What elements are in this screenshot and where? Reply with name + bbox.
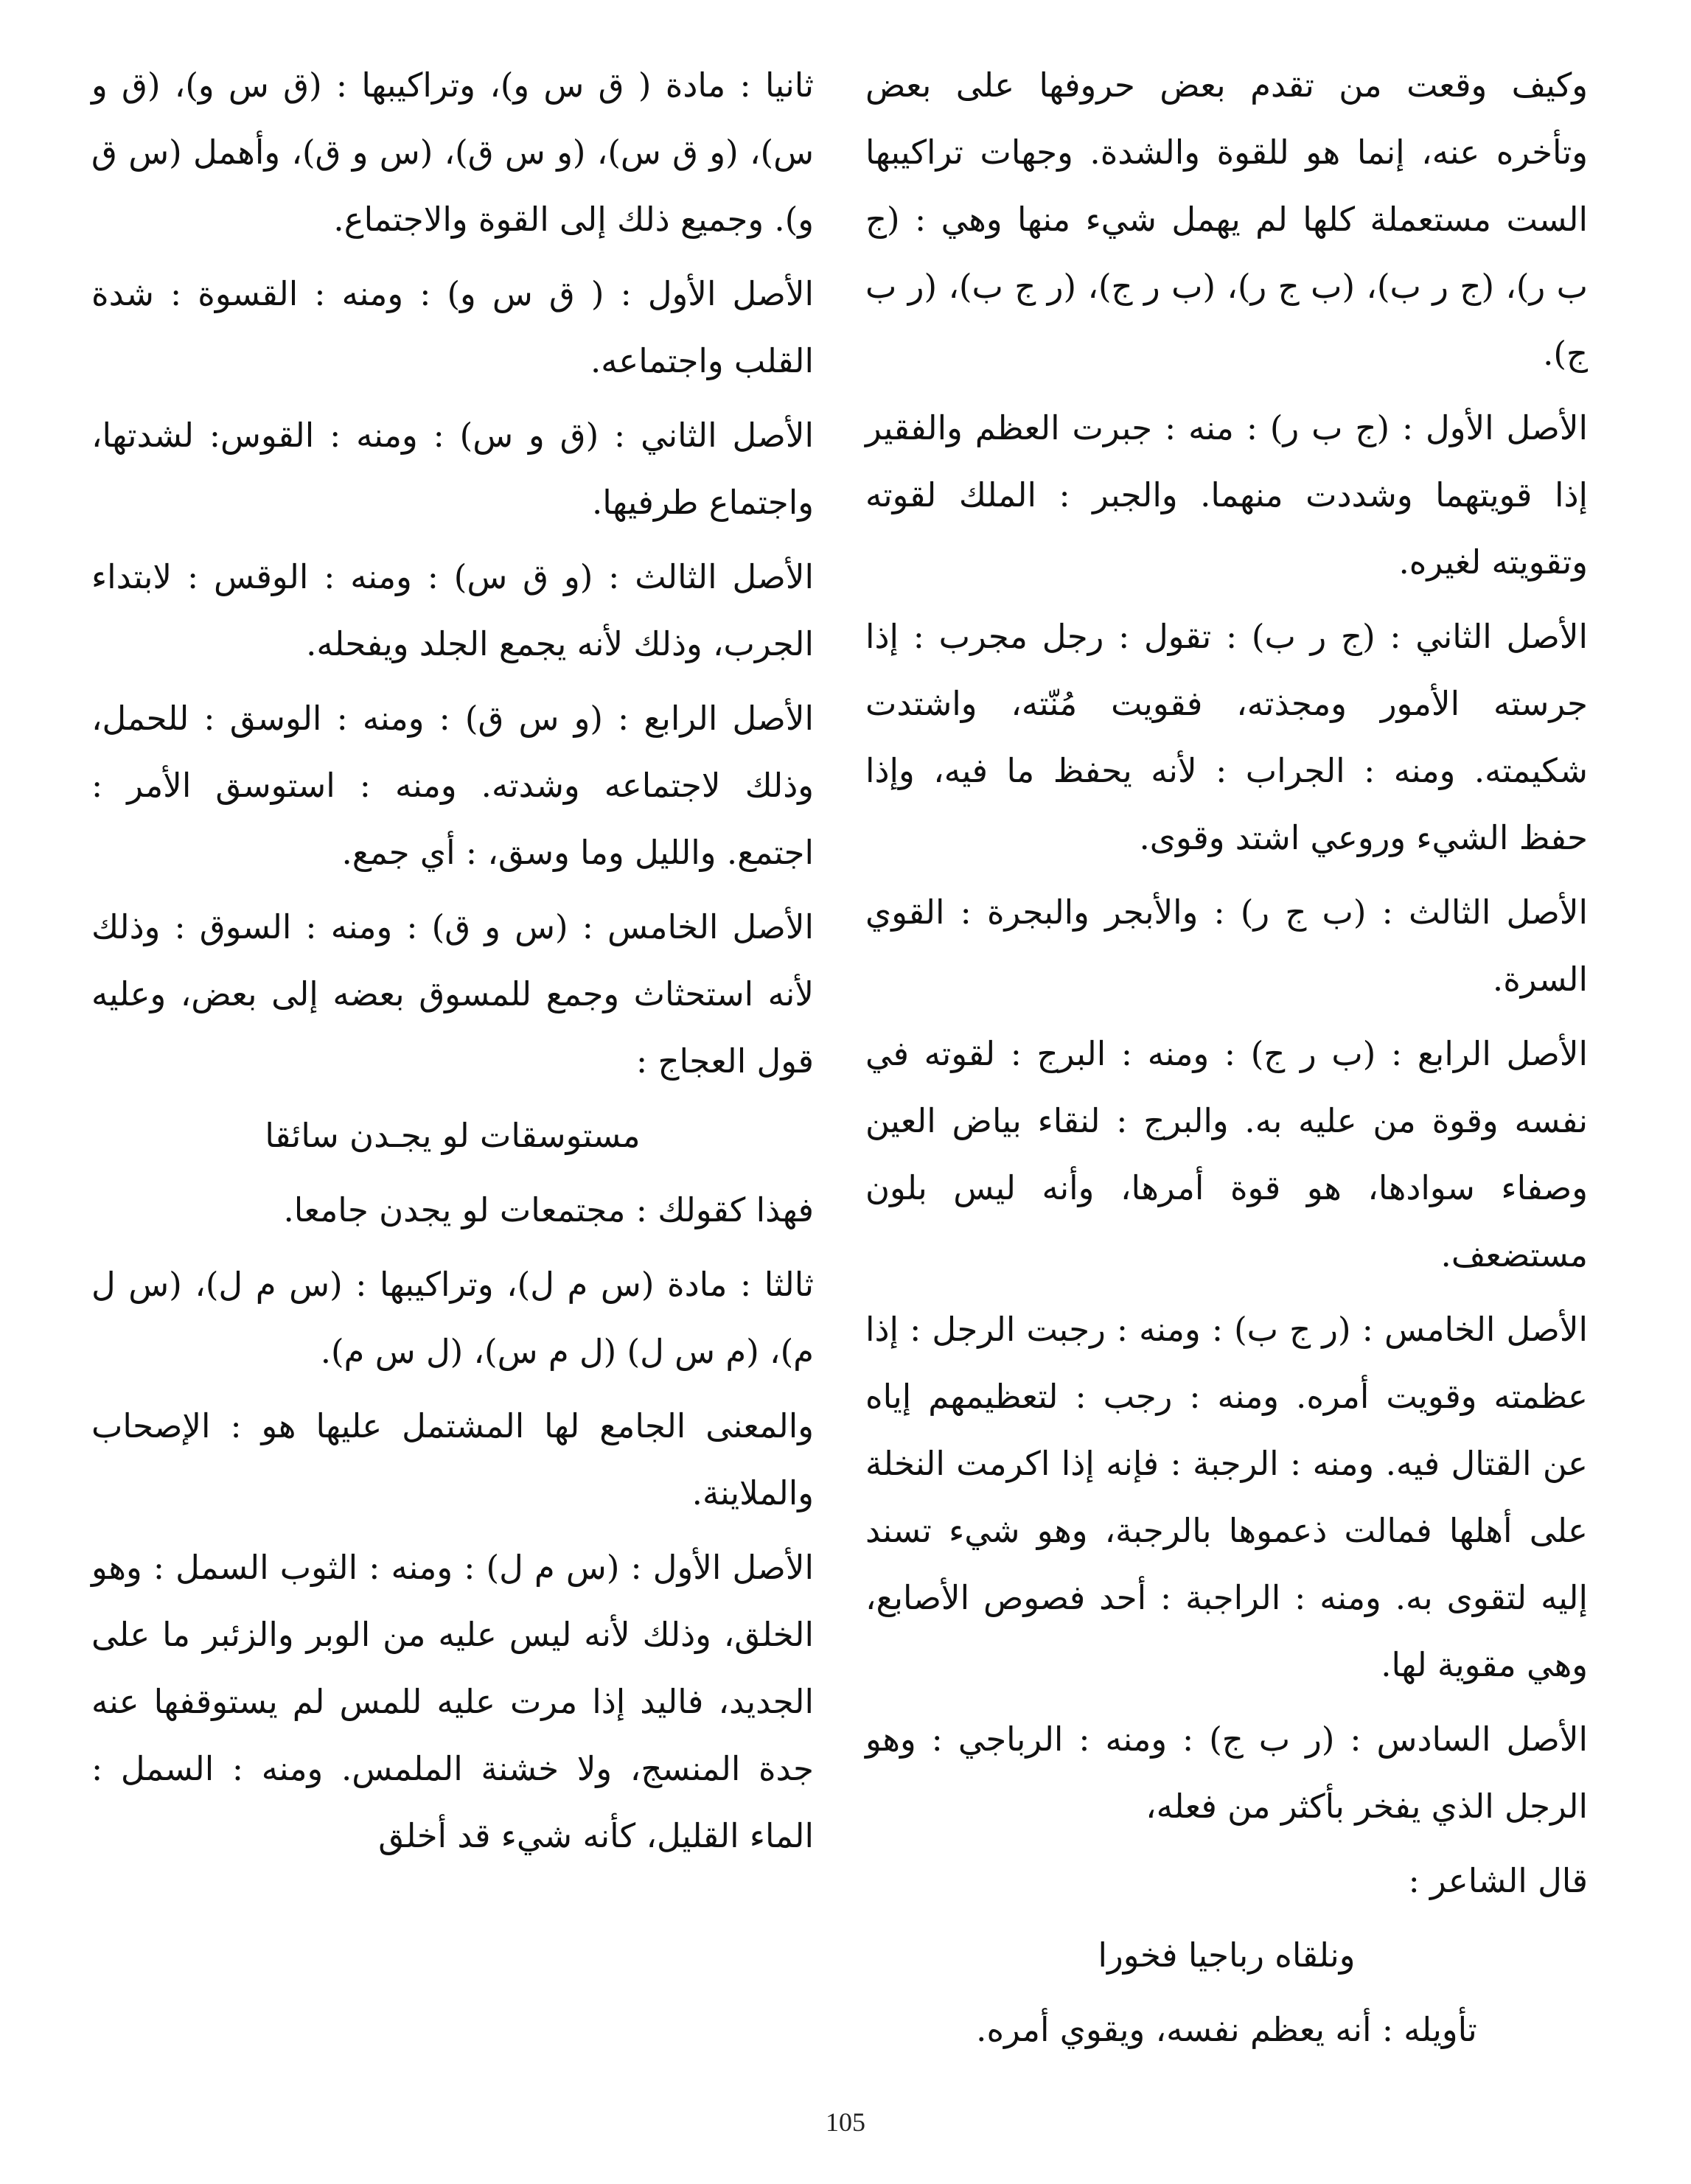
verse-line: ونلقاه رباجيا فخورا (1098, 1936, 1356, 1975)
paragraph: الأصل الأول : (س م ل) : ومنه : الثوب السمل : وهو الخلق، وذلك لأنه ليس عليه من الوبر والزئبر ما على الجديد، فاليد إذا مرت عليه للمس لم يستوقفها عنه جدة المنسج، ولا خشنة الملمس. ومنه : السمل : الماء القليل، كأنه شيء قد أخلق (91, 1548, 814, 1855)
paragraph: الأصل الأول : (ج ب ر) : منه : جبرت العظم والفقير إذا قويتهما وشددت منهما. والجبر : الملك لقوته وتقويته لغيره. (865, 408, 1588, 582)
verse-line: قال الشاعر : (1408, 1861, 1588, 1900)
paragraph: وكيف وقعت من تقدم بعض حروفها على بعض وتأخره عنه، إنما هو للقوة والشدة. وجهات تراكيبها الست مستعملة كلها لم يهمل شيء منها وهي : (ج ب ر)، (ج ر ب)، (ب ج ر)، (ب ر ج)، (ر ج ب)، (ر ب ج). (865, 66, 1588, 373)
paragraph: الأصل الثالث : (ب ج ر) : والأبجر والبجرة : القوي السرة. (865, 893, 1588, 999)
paragraph: الأصل الثالث : (و ق س) : ومنه : الوقس : لابتداء الجرب، وذلك لأنه يجمع الجلد ويفحله. (91, 557, 814, 663)
verse-line: تأويله : أنه يعظم نفسه، ويقوي أمره. (976, 2010, 1477, 2049)
paragraph: الأصل الرابع : (و س ق) : ومنه : الوسق : للحمل، وذلك لاجتماعه وشدته. ومنه : استوسق الأمر : اجتمع. والليل وما وسق، : أي جمع. (91, 699, 814, 872)
paragraph: والمعنى الجامع لها المشتمل عليها هو : الإصحاب والملاينة. (91, 1406, 814, 1513)
page-number: 105 (826, 2107, 865, 2137)
verse-line: مستوسقات لو يجـدن سائقا (265, 1116, 641, 1155)
paragraph: الأصل الثاني : (ق و س) : ومنه : القوس: لشدتها، واجتماع طرفيها. (91, 416, 814, 522)
paragraph: الأصل السادس : (ر ب ج) : ومنه : الرباجي : وهو الرجل الذي يفخر بأكثر من فعله، (865, 1720, 1588, 1826)
paragraph: ثالثا : مادة (س م ل)، وتراكيبها : (س م ل)، (س ل م)، (م س ل) (ل م س)، (ل س م). (91, 1265, 814, 1371)
paragraph: فهذا كقولك : مجتمعات لو يجدن جامعا. (283, 1190, 814, 1229)
right-column (865, 52, 1588, 2070)
paragraph: الأصل الخامس : (ر ج ب) : ومنه : رجبت الرجل : إذا عظمته وقويت أمره. ومنه : رجب : لتعظيمهم إياه عن القتال فيه. ومنه : الرجبة : فإنه إذا اكرمت النخلة على أهلها فمالت ذعموها بالرجبة، وهو شيء تسند إليه لتقوى به. ومنه : الراجبة : أحد فصوص الأصابع، وهي مقوية لها. (865, 1310, 1588, 1684)
left-column (91, 52, 814, 1877)
paragraph: ثانيا : مادة ( ق س و)، وتراكيبها : (ق س و)، (ق و س)، (و ق س)، (و س ق)، (س و ق)، وأهمل (س ق و). وجميع ذلك إلى القوة والاجتماع. (91, 66, 814, 239)
paragraph: الأصل الرابع : (ب ر ج) : ومنه : البرج : لقوته في نفسه وقوة من عليه به. والبرج : لنقاء بياض العين وصفاء سوادها، هو قوة أمرها، وأنه ليس بلون مستضعف. (865, 1034, 1588, 1274)
paragraph: الأصل الخامس : (س و ق) : ومنه : السوق : وذلك لأنه استحثاث وجمع للمسوق بعضه إلى بعض، وعليه قول العجاج : (91, 907, 814, 1081)
paragraph: الأصل الأول : ( ق س و) : ومنه : القسوة : شدة القلب واجتماعه. (91, 274, 814, 380)
paragraph: الأصل الثاني : (ج ر ب) : تقول : رجل مجرب : إذا جرسته الأمور ومجذته، فقويت مُنّته، واشتدت شكيمته. ومنه : الجراب : لأنه يحفظ ما فيه، وإذا حفظ الشيء وروعي اشتد وقوى. (865, 617, 1588, 857)
